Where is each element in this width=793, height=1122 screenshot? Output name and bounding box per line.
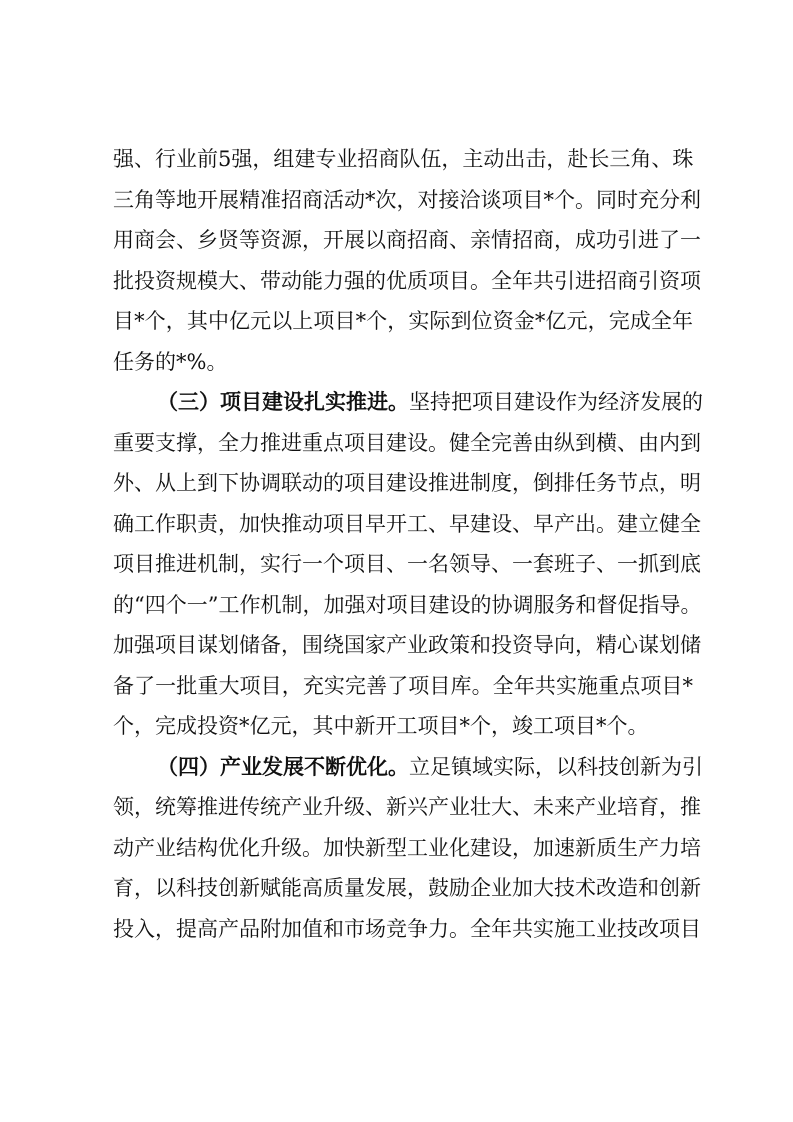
- section-3-first-line: [113, 382, 703, 423]
- text-line: 批投资规模大、带动能力强的优质项目。全年共引进招商引资项: [113, 268, 701, 293]
- text-line: 目*个，其中亿元以上项目*个，实际到位资金*亿元，完成全年: [113, 309, 693, 333]
- text-line: 领，统筹推进传统产业升级、新兴产业壮大、未来产业培育，推: [113, 795, 701, 819]
- text-line: 动产业结构优化升级。加快新型工业化建设，加速新质生产力培: [113, 835, 701, 860]
- text-line: 个，完成投资*亿元，其中新开工项目*个，竣工项目*个。: [113, 714, 649, 738]
- body-text: [113, 139, 703, 949]
- section-3-heading: （三）项目建设扎实推进。: [157, 389, 409, 414]
- text-line: 育，以科技创新赋能高质量发展，鼓励企业加大技术改造和创新: [113, 876, 701, 900]
- text-line: 投入，提高产品附加值和市场竞争力。全年共实施工业技改项目: [113, 916, 701, 941]
- text-line: 外、从上到下协调联动的项目建设推进制度，倒排任务节点，明: [113, 471, 701, 495]
- text-line: 重要支撑，全力推进重点项目建设。健全完善由纵到横、由内到: [113, 430, 701, 455]
- text-line: 备了一批重大项目，充实完善了项目库。全年共实施重点项目*: [113, 673, 693, 698]
- text-line: 加强项目谋划储备，围绕国家产业政策和投资导向，精心谋划储: [113, 633, 701, 657]
- section-4-heading: （四）产业发展不断优化。: [157, 753, 409, 779]
- section-4-first-line: [113, 747, 703, 788]
- text-line: 的“四个一”工作机制，加强对项目建设的协调服务和督促指导。: [113, 592, 702, 617]
- text-line: 三角等地开展精准招商活动*次，对接洽谈项目*个。同时充分利: [113, 187, 701, 212]
- text-line: 项目推进机制，实行一个项目、一名领导、一套班子、一抓到底: [113, 552, 701, 576]
- section-4-first-line-text: 立足镇域实际，以科技创新为引: [409, 754, 703, 779]
- section-3-first-line-text: 坚持把项目建设作为经济发展的: [409, 390, 703, 414]
- text-line: 确工作职责，加快推动项目早开工、早建设、早产出。建立健全: [113, 511, 701, 536]
- text-line: 用商会、乡贤等资源，开展以商招商、亲情招商，成功引进了一: [113, 228, 701, 252]
- text-line: 强、行业前5强，组建专业招商队伍，主动出击，赴长三角、珠: [113, 147, 694, 171]
- text-line: 任务的*%。: [113, 349, 228, 374]
